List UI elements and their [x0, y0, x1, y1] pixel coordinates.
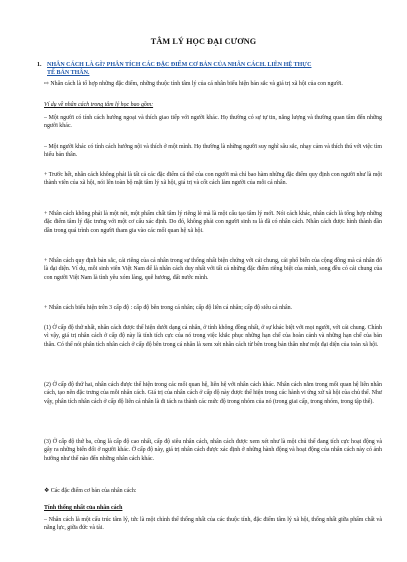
section-heading-line2: TẾ BẢN THÂN.	[47, 70, 90, 77]
level-paragraph: (2) Ở cấp độ thứ hai, nhân cách được thể hiện trong các mối quan hệ, liên hệ với nhân cách khác. Nhân cách nằm trong mối quan hệ liên nhân cách, tạo nên đặc trưng của mỗi nhân cách. Giá trị của nhân cách ở cấp độ này được thể hiện trong các hành vi ứng xử xã hội của chủ thể. Như vậy, phân tích nhân cách ở cấp độ liên cá nhân là đi tách ra thành các mức độ trong nhóm của nó (trong giai cấp, trong nhóm, trong tập thể).	[44, 382, 382, 405]
page-title: TÂM LÝ HỌC ĐẠI CƯƠNG	[150, 37, 257, 46]
point-paragraph: + Nhân cách quy định bản sắc, cái riêng của cá nhân trong sự thống nhất biện chứng với cái chung, cái phổ biến của cộng đồng mà cá nhân đó là đại diện. Ví dụ, mỗi sinh viên Việt Nam để là nhân cách duy nhất với tất cả những đặc điểm riêng biệt của mình, song đều có cái chung của con người Việt Nam là tình yêu xóm làng, quê hương, đất nước mình.	[44, 258, 382, 281]
feature-paragraph: – Nhân cách là một cấu trúc tâm lý, tức là một chỉnh thể thống nhất của các thuộc tính, đặc điểm tâm lý xã hội, thống nhất giữa phẩm chất và năng lực, giữa đức và tài.	[44, 517, 382, 532]
feature-heading: Tính thống nhất của nhân cách	[44, 505, 123, 511]
level-paragraph: (3) Ở cấp độ thứ ba, cũng là cấp độ cao nhất, cấp độ siêu nhân cách, nhân cách được xem xét như là một chủ thể đang tích cực hoạt động và gây ra những biến đổi ở người khác. Ở cấp độ này, giá trị nhân cách được xác định ở những hành động và hoạt động của nhân cách này có ảnh hưởng như thế nào đến những nhân cách khác.	[44, 439, 382, 462]
example-paragraph: – Một người có tính cách hướng ngoại và thích giao tiếp với người khác. Họ thường có sự tự tin, năng lượng và thường quan tâm đến những người khác.	[44, 115, 382, 130]
section-heading	[37, 61, 382, 78]
level-paragraph: (1) Ở cấp độ thứ nhất, nhân cách được thể hiện dưới dạng cá nhân, ở tính không đồng nhất, ở sự khác biệt với mọi người, với cái chung. Chính vì vậy, giá trị nhân cách ở cấp độ này là tính tích cực của nó trong việc khắc phục những hạn chế của hoàn cảnh và những hạn chế của bản thân. Có thể nói phân tích nhân cách ở cấp độ bên trong cá nhân là xem xét nhân cách từ bên trong bản thân như một đại diện của toàn xã hội.	[44, 325, 382, 348]
section-heading-line1: NHÂN CÁCH LÀ GÌ? PHÂN TÍCH CÁC ĐẶC ĐIỂM CƠ BẢN CỦA NHÂN CÁCH. LIÊN HỆ THỰC	[47, 62, 312, 68]
definition-paragraph: ⇨ Nhân cách là tổ hợp những đặc điểm, những thuộc tính tâm lý của cá nhân biểu hiện bản sắc và giá trị xã hội của con người.	[44, 81, 343, 87]
point-paragraph: + Trước hết, nhân cách không phải là tất cả các đặc điểm cá thể của con người mà chỉ bao hàm những đặc điểm quy định con người như là một thành viên của xã hội, nói lên toàn bộ mặt tâm lý xã hội, giá trị và cốt cách làm người của mỗi cá nhân.	[44, 172, 382, 187]
point-paragraph: + Nhân cách biểu hiện trên 3 cấp độ : cấp độ bên trong cá nhân; cấp độ liên cá nhân; cấp độ siêu cá nhân.	[44, 305, 293, 311]
example-paragraph: – Một người khác có tính cách hướng nội và thích ở một mình. Họ thường là những người suy nghĩ sâu sắc, nhạy cảm và thích thú với việc tìm hiểu bản thân.	[44, 144, 382, 159]
features-intro: ❖ Các đặc điểm cơ bản của nhân cách:	[44, 488, 137, 494]
point-paragraph: + Nhân cách không phải là một nét, một phẩm chất tâm lý riêng lẻ mà là một cấu tạo tâm lý mới. Nói cách khác, nhân cách là tổng hợp những đặc điểm tâm lý đặc trưng với một cơ cấu xác định. Do đó, không phải con người sinh ra là đã có nhân cách. Nhân cách được hình thành dần dần trong quá trình con người tham gia vào các mối quan hệ xã hội.	[44, 211, 382, 234]
example-heading: Ví dụ về nhân cách trong tâm lý học bao gồm:	[44, 102, 154, 108]
section-number: 1.	[37, 62, 42, 68]
